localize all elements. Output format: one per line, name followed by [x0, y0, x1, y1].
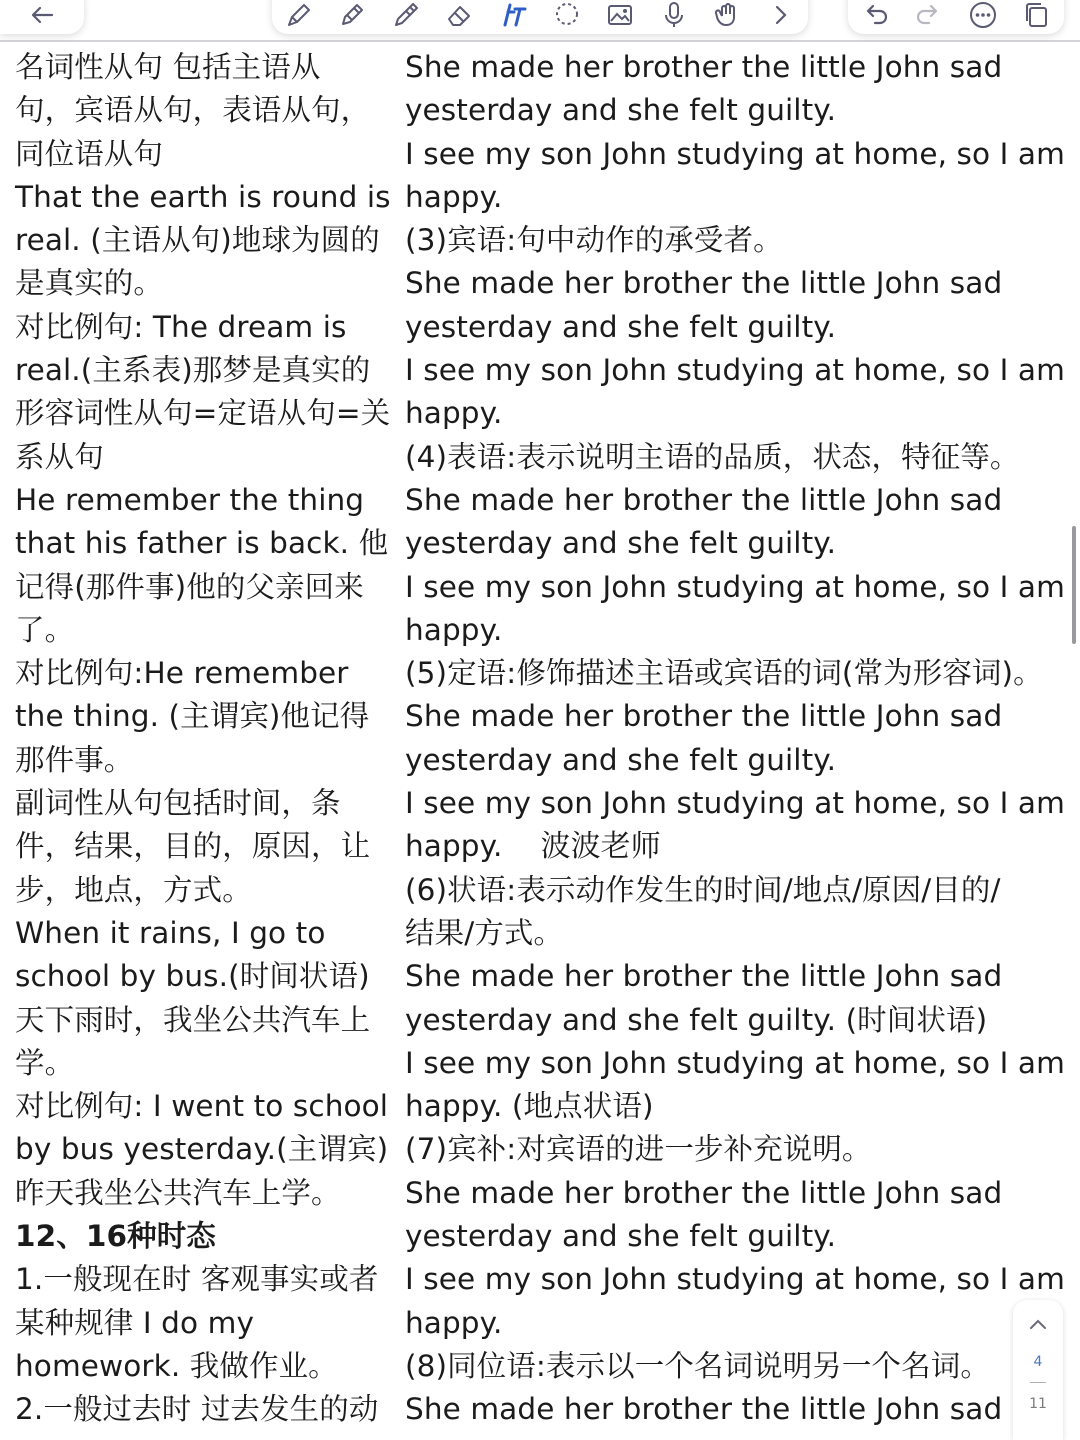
- right-text-line: [405, 436, 1065, 479]
- more-icon[interactable]: [967, 0, 999, 31]
- left-text-line: [15, 869, 393, 912]
- right-text-line: [405, 609, 1065, 652]
- scrollbar-thumb[interactable]: [1072, 526, 1076, 644]
- line-text: 名词性从句 包括主语从: [15, 50, 321, 84]
- line-text: that his father is back. 他: [15, 526, 389, 561]
- line-text: 某种规律 I do my: [15, 1305, 255, 1340]
- actions-pill: [848, 0, 1064, 34]
- left-text-line: [15, 479, 393, 522]
- left-text-line: [15, 739, 393, 782]
- line-text: 结果/方式。: [405, 915, 564, 950]
- right-text-line: [405, 912, 1065, 955]
- right-text-line: [405, 46, 1065, 89]
- right-text-line: [405, 1128, 1065, 1171]
- redo-icon[interactable]: [913, 0, 945, 31]
- left-text-line: [15, 999, 393, 1042]
- left-text-line: [15, 219, 393, 262]
- left-text-line: [15, 782, 393, 825]
- left-text-line: [15, 1172, 393, 1215]
- right-text-line: [405, 652, 1065, 695]
- right-text-line: [405, 1258, 1065, 1301]
- line-text: (4)表语:表示说明主语的品质，状态，特征等。: [405, 439, 1020, 474]
- line-text: 件，结果，目的，原因，让: [15, 829, 371, 864]
- right-text-line: [405, 306, 1065, 349]
- left-text-line: [15, 695, 393, 738]
- line-text: yesterday and she felt guilty.: [405, 309, 837, 344]
- line-text: yesterday and she felt guilty.: [405, 1219, 837, 1254]
- line-text: (6)状语:表示动作发生的时间/地点/原因/目的/: [405, 872, 1001, 907]
- line-text: 句，宾语从句，表语从句，: [15, 93, 371, 128]
- chevron-right-icon[interactable]: [765, 0, 797, 31]
- left-text-line: [15, 89, 393, 132]
- right-text-line: [405, 739, 1065, 782]
- line-text: I see my son John studying at home, so I am: [405, 1045, 1065, 1080]
- line-text: (3)宾语:句中动作的承受者。: [405, 223, 783, 258]
- right-text-line: [405, 782, 1065, 825]
- line-text: She made her brother the little John sad: [405, 1392, 1003, 1427]
- line-text: yesterday and she felt guilty.: [405, 526, 837, 561]
- line-text: homework. 我做作业。: [15, 1348, 338, 1383]
- line-text: real. (主语从句)地球为圆的: [15, 223, 380, 258]
- left-text-line: [15, 912, 393, 955]
- highlighter-tool-icon[interactable]: [336, 0, 368, 31]
- line-text: 对比例句: The dream is: [15, 309, 347, 344]
- left-text-line: [15, 955, 393, 998]
- line-text: yesterday and she felt guilty. (时间状语): [405, 1002, 988, 1037]
- line-text: I see my son John studying at home, so I am: [405, 786, 1065, 821]
- line-text: 了。: [15, 612, 75, 647]
- right-text-line: [405, 479, 1065, 522]
- right-text-line: [405, 1215, 1065, 1258]
- left-column: [15, 46, 393, 1432]
- line-text: happy. (地点状语): [405, 1089, 654, 1124]
- line-text: 2.一般过去时 过去发生的动: [15, 1392, 379, 1427]
- line-text: She made her brother the little John sad: [405, 959, 1003, 994]
- line-text: She made her brother the little John sad: [405, 266, 1003, 301]
- lasso-tool-icon[interactable]: [551, 0, 583, 31]
- right-text-line: [405, 1042, 1065, 1085]
- page-divider: [1030, 1382, 1046, 1383]
- hand-tool-icon[interactable]: [712, 0, 744, 31]
- microphone-icon[interactable]: [658, 0, 690, 31]
- line-text: 系从句: [15, 439, 104, 474]
- line-text: 昨天我坐公共汽车上学。: [15, 1175, 341, 1210]
- line-text: He remember the thing: [15, 482, 365, 517]
- right-text-line: [405, 262, 1065, 305]
- left-text-line: [15, 306, 393, 349]
- top-toolbar: [0, 0, 1080, 42]
- line-text: She made her brother the little John sad: [405, 1175, 1003, 1210]
- line-text: (8)同位语:表示以一个名词说明另一个名词。: [405, 1348, 990, 1383]
- left-text-line: [15, 176, 393, 219]
- right-text-line: [405, 1388, 1065, 1431]
- page-navigator: [1013, 1300, 1063, 1440]
- line-text: happy.: [405, 179, 503, 214]
- line-text: 是真实的。: [15, 266, 164, 301]
- line-text: She made her brother the little John sad: [405, 482, 1003, 517]
- left-text-line: [15, 652, 393, 695]
- chevron-up-icon[interactable]: [1025, 1312, 1051, 1338]
- line-text: 1.一般现在时 客观事实或者: [15, 1262, 379, 1297]
- line-text: That the earth is round is: [15, 179, 391, 214]
- right-text-line: [405, 566, 1065, 609]
- back-arrow-icon[interactable]: [26, 0, 58, 31]
- signature-text: 波波老师: [540, 829, 661, 865]
- left-text-line: [15, 1085, 393, 1128]
- total-pages-number: 11: [1029, 1396, 1047, 1412]
- line-text: (7)宾补:对宾语的进一步补充说明。: [405, 1132, 872, 1167]
- left-text-line: [15, 436, 393, 479]
- line-text: I see my son John studying at home, so I am: [405, 569, 1065, 604]
- line-text: 12、16种时态: [15, 1219, 216, 1254]
- left-text-line: [15, 522, 393, 565]
- left-text-line: [15, 262, 393, 305]
- left-text-line: [15, 1302, 393, 1345]
- line-text: happy.: [405, 396, 503, 431]
- left-text-line: [15, 609, 393, 652]
- right-column: [405, 46, 1065, 1432]
- right-text-line: [405, 955, 1065, 998]
- left-text-line: [15, 1215, 393, 1258]
- right-text-line: [405, 133, 1065, 176]
- left-text-line: [15, 133, 393, 176]
- line-text: She made her brother the little John sad: [405, 699, 1003, 734]
- right-text-line: [405, 392, 1065, 435]
- line-text: school by bus.(时间状语): [15, 959, 370, 994]
- current-page-number: 4: [1033, 1354, 1043, 1370]
- right-text-line: [405, 695, 1065, 738]
- right-text-line: [405, 1172, 1065, 1215]
- right-text-line: [405, 999, 1065, 1042]
- left-text-line: [15, 1345, 393, 1388]
- left-text-line: [15, 566, 393, 609]
- left-text-line: [15, 1128, 393, 1171]
- line-text: by bus yesterday.(主谓宾): [15, 1132, 389, 1167]
- right-text-line: [405, 176, 1065, 219]
- left-text-line: [15, 825, 393, 868]
- line-text: yesterday and she felt guilty.: [405, 93, 837, 128]
- line-text: 形容词性从句=定语从句=关: [15, 396, 391, 431]
- line-text: 同位语从句: [15, 136, 164, 171]
- line-text: 副词性从句包括时间，条: [15, 786, 341, 821]
- left-text-line: [15, 349, 393, 392]
- image-tool-icon[interactable]: [604, 0, 636, 31]
- line-text: happy.: [405, 612, 503, 647]
- left-text-line: [15, 1388, 393, 1431]
- line-text: (5)定语:修饰描述主语或宾语的词(常为形容词)。: [405, 656, 1043, 691]
- pages-icon[interactable]: [1021, 0, 1053, 31]
- right-text-line: [405, 219, 1065, 262]
- left-text-line: [15, 1042, 393, 1085]
- line-text: I see my son John studying at home, so I am: [405, 136, 1065, 171]
- right-text-line: [405, 349, 1065, 392]
- line-text: the thing. (主谓宾)他记得: [15, 699, 370, 734]
- eraser-tool-icon[interactable]: [444, 0, 476, 31]
- left-text-line: [15, 46, 393, 89]
- line-text: I see my son John studying at home, so I am: [405, 1262, 1065, 1297]
- line-text: 记得(那件事)他的父亲回来: [15, 569, 364, 604]
- right-text-line: [405, 1345, 1065, 1388]
- left-text-line: [15, 392, 393, 435]
- text-tool-icon[interactable]: [497, 0, 529, 31]
- right-text-line: [405, 825, 1065, 868]
- drawing-tools-pill: [272, 0, 808, 34]
- pen-tool-icon[interactable]: [283, 0, 315, 31]
- right-text-line: [405, 1302, 1065, 1345]
- line-text: happy.: [405, 829, 503, 864]
- line-text: real.(主系表)那梦是真实的: [15, 353, 371, 388]
- back-pill: [0, 0, 84, 34]
- line-text: 对比例句:He remember: [15, 656, 349, 691]
- line-text: When it rains, I go to: [15, 915, 326, 950]
- document-page: [0, 40, 1080, 1440]
- undo-icon[interactable]: [859, 0, 891, 31]
- line-text: She made her brother the little John sad: [405, 50, 1003, 84]
- line-text: happy.: [405, 1305, 503, 1340]
- left-text-line: [15, 1258, 393, 1301]
- line-text: 步，地点，方式。: [15, 872, 252, 907]
- line-text: 那件事。: [15, 742, 134, 777]
- right-text-line: [405, 1085, 1065, 1128]
- right-text-line: [405, 89, 1065, 132]
- line-text: I see my son John studying at home, so I am: [405, 353, 1065, 388]
- line-text: 天下雨时，我坐公共汽车上: [15, 1002, 371, 1037]
- line-text: yesterday and she felt guilty.: [405, 742, 837, 777]
- line-text: 学。: [15, 1045, 75, 1080]
- right-text-line: [405, 522, 1065, 565]
- marker-tool-icon[interactable]: [390, 0, 422, 31]
- right-text-line: [405, 869, 1065, 912]
- line-text: 对比例句: I went to school: [15, 1089, 389, 1124]
